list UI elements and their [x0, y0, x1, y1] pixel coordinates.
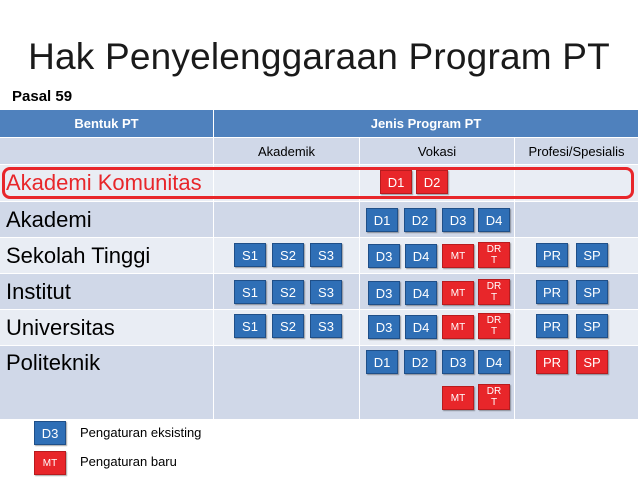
badge-existing: D1: [366, 208, 398, 232]
badge-text-line: DR: [486, 244, 502, 255]
badge-existing: D4: [405, 315, 437, 339]
badge-existing: S3: [310, 280, 342, 304]
badge-new: MT: [442, 315, 474, 339]
badge-new: MT: [442, 244, 474, 268]
badge-existing: S3: [310, 314, 342, 338]
badge-existing: S1: [234, 314, 266, 338]
row-label: Sekolah Tinggi: [0, 238, 214, 273]
badge-existing: PR: [536, 280, 568, 304]
badge-existing: D2: [404, 208, 436, 232]
badge-text-line: T: [490, 397, 498, 408]
header-bentuk-pt: Bentuk PT: [0, 110, 214, 137]
legend-text-existing: Pengaturan eksisting: [80, 425, 202, 440]
table-row: [0, 202, 638, 237]
row-label: Akademi Komunitas: [0, 165, 214, 201]
badge-new: [478, 384, 510, 410]
badge-existing: SP: [576, 280, 608, 304]
badge-existing: D3: [368, 244, 400, 268]
badge-existing: D4: [478, 208, 510, 232]
badge-existing: PR: [536, 243, 568, 267]
table-subheader-row: [0, 138, 638, 164]
row-label: Universitas: [0, 310, 214, 345]
badge-existing: D2: [404, 350, 436, 374]
header-jenis-program: Jenis Program PT: [370, 116, 482, 131]
legend-badge-existing: D3: [34, 421, 66, 445]
legend-badge-new: MT: [34, 451, 66, 475]
badge-existing: S3: [310, 243, 342, 267]
row-label: Politeknik: [0, 346, 214, 419]
subheader-vokasi: Vokasi: [360, 138, 515, 164]
subheader-profesi: Profesi/Spesialis: [528, 143, 625, 159]
badge-text-line: DR: [486, 386, 502, 397]
badge-new: D2: [416, 170, 448, 194]
badge-existing: D4: [405, 281, 437, 305]
slide-subtitle: Pasal 59: [12, 88, 73, 105]
table-header-row: [0, 110, 638, 137]
highlight-outline: [2, 167, 634, 199]
badge-existing: S1: [234, 280, 266, 304]
badge-new: [478, 313, 510, 339]
row-label: Akademi: [0, 202, 214, 237]
badge-existing: D4: [405, 244, 437, 268]
badge-text-line: DR: [486, 315, 502, 326]
badge-new: D1: [380, 170, 412, 194]
badge-existing: PR: [536, 314, 568, 338]
badge-text-line: DR: [486, 281, 502, 292]
legend-text-new: Pengaturan baru: [80, 454, 177, 469]
badge-new: [478, 279, 510, 305]
badge-existing: S2: [272, 243, 304, 267]
badge-existing: D3: [442, 208, 474, 232]
subheader-empty: [0, 138, 214, 164]
subheader-akademik: Akademik: [214, 138, 360, 164]
badge-existing: S2: [272, 314, 304, 338]
slide-title: Hak Penyelenggaraan Program PT: [28, 36, 610, 77]
badge-existing: D3: [368, 315, 400, 339]
badge-existing: D3: [442, 350, 474, 374]
badge-existing: SP: [576, 243, 608, 267]
badge-new: [478, 242, 510, 268]
badge-existing: D3: [368, 281, 400, 305]
badge-existing: D4: [478, 350, 510, 374]
badge-text-line: T: [490, 326, 498, 337]
badge-text-line: T: [490, 255, 498, 266]
badge-new: PR: [536, 350, 568, 374]
badge-existing: SP: [576, 314, 608, 338]
badge-text-line: T: [490, 292, 498, 303]
badge-existing: S1: [234, 243, 266, 267]
badge-existing: D1: [366, 350, 398, 374]
badge-new: SP: [576, 350, 608, 374]
badge-existing: S2: [272, 280, 304, 304]
badge-new: MT: [442, 386, 474, 410]
row-label: Institut: [0, 274, 214, 309]
badge-new: MT: [442, 281, 474, 305]
